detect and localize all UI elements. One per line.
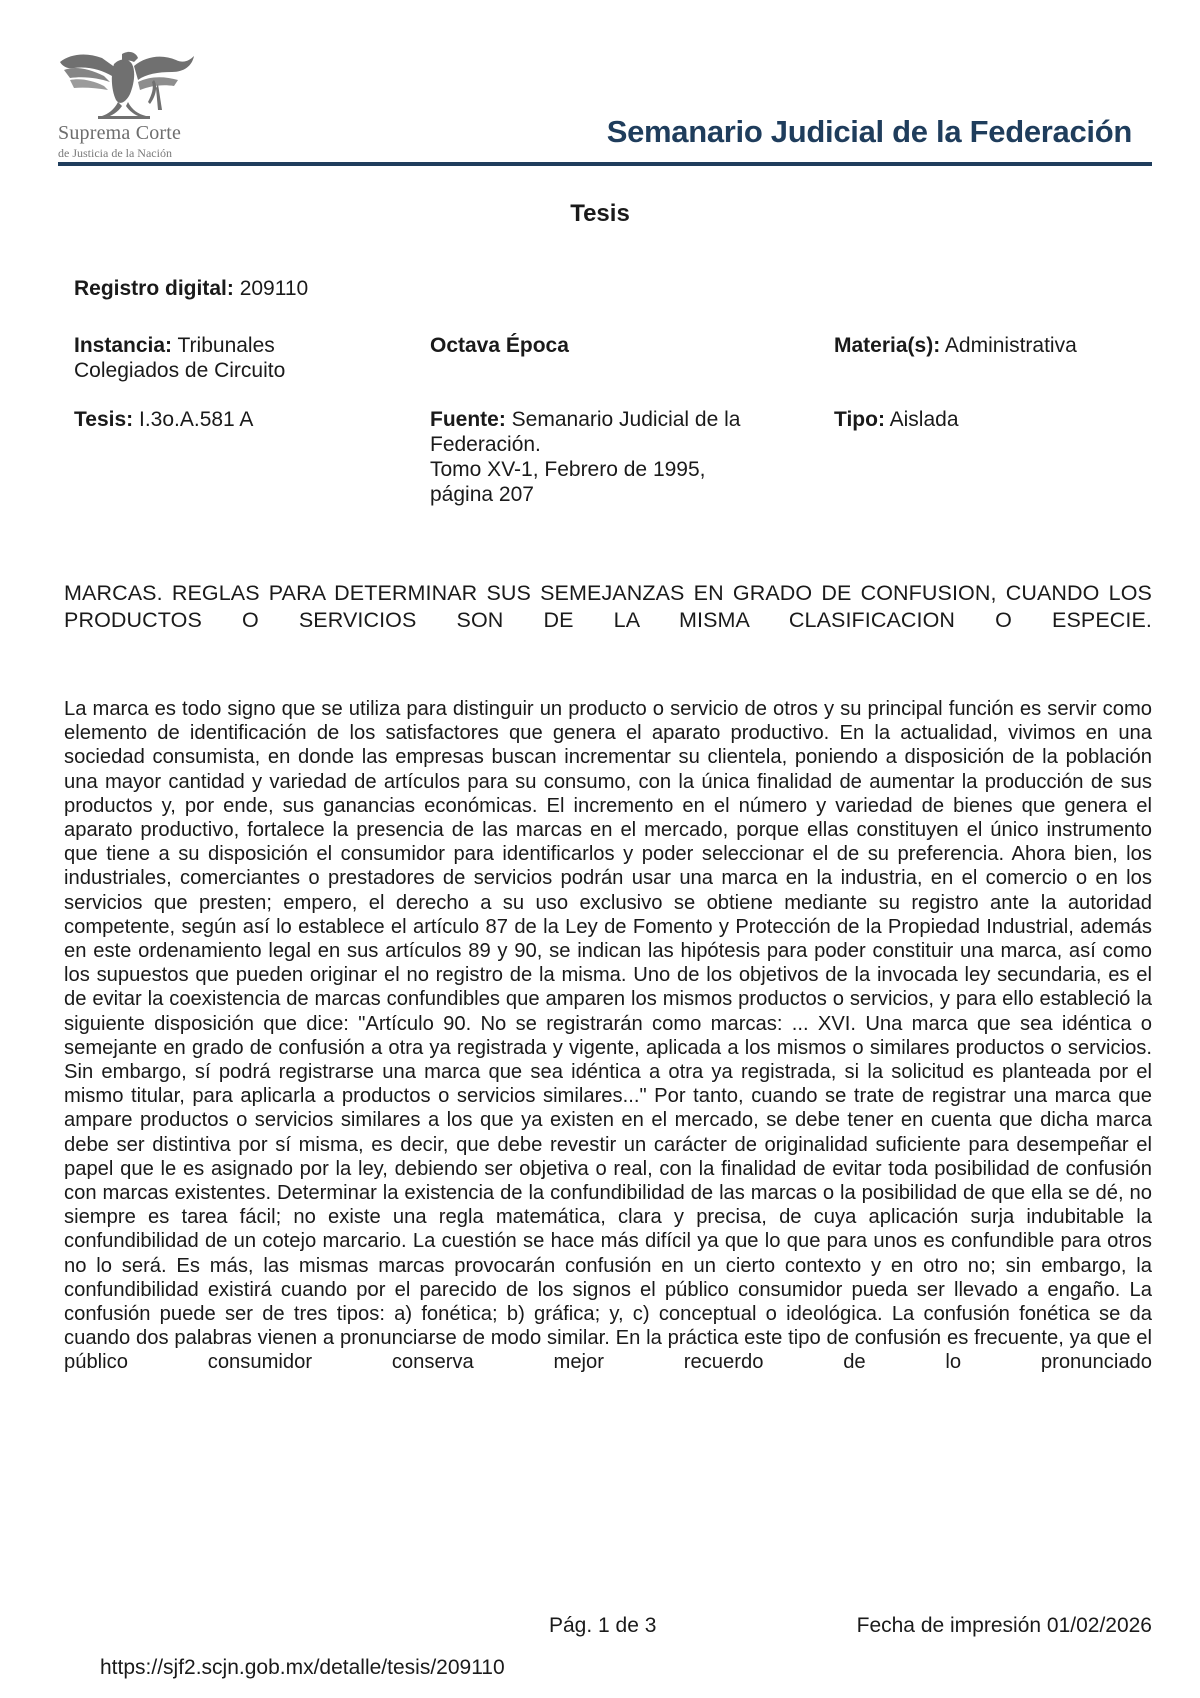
instancia-label: Instancia: bbox=[74, 334, 173, 357]
eagle-emblem-icon bbox=[58, 50, 198, 122]
fuente-tomo: Tomo XV-1, Febrero de 1995, bbox=[430, 458, 706, 481]
fuente-label: Fuente: bbox=[430, 408, 506, 431]
instancia-field bbox=[74, 333, 374, 383]
logo-text: Suprema Corte bbox=[58, 122, 182, 144]
page-number: Pág. 1 de 3 bbox=[549, 1614, 657, 1637]
tipo-field bbox=[834, 407, 1154, 432]
registro-label: Registro digital: bbox=[74, 277, 234, 300]
publication-title: Semanario Judicial de la Federación bbox=[606, 114, 1132, 149]
scjn-logo bbox=[58, 50, 198, 160]
tesis-body-text: La marca es todo signo que se utiliza para distinguir un producto o servicio de otros y su principal función es servir como elemento de identificación de los satisfactores que genera el aparato productivo. En la actualidad, vivimos en una sociedad consumista, en donde las empresas buscan incrementar su clientela, poniendo a disposición de la población una mayor cantidad y variedad de artículos para su consumo, con la única finalidad de aumentar la producción de sus productos y, por ende, sus ganancias económicas. El incremento en el número y variedad de bienes que genera el aparato productivo, fortalece la presencia de las marcas en el mercado, porque ellas constituyen el único instrumento que tiene a su disposición el consumidor para identificarlos y poder seleccionar el de su preferencia. Ahora bien, los industriales, comerciantes o prestadores de servicios podrán usar una marca en la industria, en el comercio o en los servicios que presten; empero, el derecho a su uso exclusivo se obtiene mediante su registro ante la autoridad competente, según así lo establece el artículo 87 de la Ley de Fomento y Protección de la Propiedad Industrial, además en este ordenamiento legal en sus artículos 89 y 90, se indican las hipótesis para poder constituir una marca, así como los supuestos que pueden originar el no registro de la misma. Uno de los objetivos de la invocada ley secundaria, es el de evitar la coexistencia de marcas confundibles que amparen los mismos productos o servicios, y para ello estableció la siguiente disposición que dice: "Artículo 90. No se registrarán como marcas: ... XVI. Una marca que sea idéntica o semejante en grado de confusión a otra ya registrada y vigente, aplicada a los mismos o similares productos o servicios. Sin embargo, sí podrá registrarse una marca que sea idéntica a otra ya registrada, si la solicitud es planteada por el mismo titular, para aplicarla a productos o servicios similares..." Por tanto, cuando se trate de registrar una marca que ampare productos o servicios similares a los que ya existen en el mercado, se debe tener en cuenta que dicha marca debe ser distintiva por sí misma, es decir, que debe revestir un carácter de originalidad suficiente para desempeñar el papel que le es asignado por la ley, debiendo ser objetiva o real, con la finalidad de evitar toda posibilidad de confusión con marcas existentes. Determinar la existencia de la confundibilidad de las marcas o la posibilidad de que ella se dé, no siempre es tarea fácil; no existe una regla matemática, clara y precisa, de cuya aplicación surja indubitable la confundibilidad de un cotejo marcario. La cuestión se hace más difícil ya que lo que para unos es confundible para otros no lo será. Es más, las mismas marcas provocarán confusión en un cierto contexto y en otro no; sin embargo, la confundibilidad existirá cuando por el parecido de los signos el público consumidor pueda ser llevado a engaño. La confusión puede ser de tres tipos: a) fonética; b) gráfica; y, c) conceptual o ideológica. La confusión fonética se da cuando dos palabras vienen a pronunciarse de modo similar. En la práctica este tipo de confusión es frecuente, ya que el público consumidor conserva mejor recuerdo de lo pronunciado bbox=[64, 698, 1152, 1374]
tipo-value: Aislada bbox=[889, 408, 959, 431]
fuente-field bbox=[430, 407, 790, 507]
tipo-label: Tipo: bbox=[834, 408, 885, 431]
registro-digital-field bbox=[74, 276, 374, 301]
materia-value: Administrativa bbox=[944, 334, 1077, 357]
epoca-value: Octava Época bbox=[430, 334, 569, 357]
tesis-field bbox=[74, 407, 374, 432]
document-url: https://sjf2.scjn.gob.mx/detalle/tesis/209110 bbox=[100, 1656, 505, 1679]
fuente-pagina: página 207 bbox=[430, 483, 534, 506]
fuente-value: Semanario Judicial de la Federación. bbox=[430, 408, 741, 456]
document-type-heading: Tesis bbox=[570, 200, 630, 227]
header-divider bbox=[58, 162, 1152, 166]
instancia-value: Tribunales Colegiados de Circuito bbox=[74, 334, 286, 382]
print-date: Fecha de impresión 01/02/2026 bbox=[856, 1614, 1152, 1637]
materia-label: Materia(s): bbox=[834, 334, 941, 357]
registro-value: 209110 bbox=[239, 277, 309, 300]
tesis-label: Tesis: bbox=[74, 408, 134, 431]
epoca-field bbox=[430, 333, 810, 358]
tesis-rubro: MARCAS. REGLAS PARA DETERMINAR SUS SEMEJANZAS EN GRADO DE CONFUSION, CUANDO LOS PRODUCTOS O SERVICIOS SON DE LA MISMA CLASIFICACION O ESPECIE. bbox=[64, 581, 1152, 632]
materia-field bbox=[834, 333, 1154, 358]
logo-subtext: de Justicia de la Nación bbox=[58, 146, 172, 160]
tesis-value: I.3o.A.581 A bbox=[138, 408, 254, 431]
